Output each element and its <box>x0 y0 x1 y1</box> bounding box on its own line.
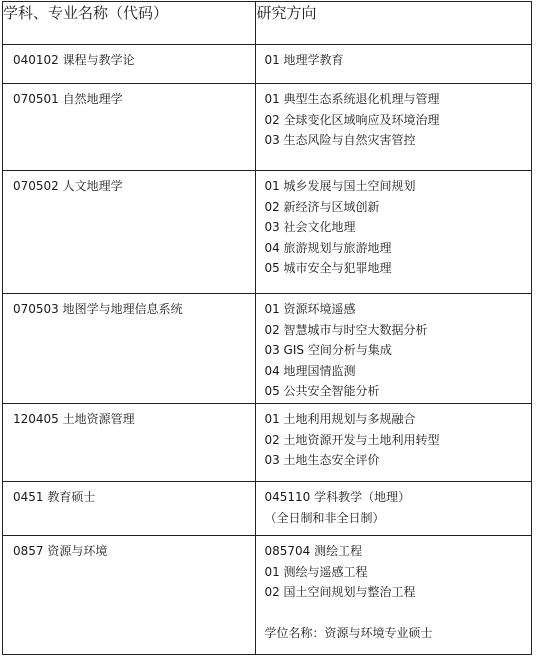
direction-item: 02 新经济与区域创新 <box>264 199 380 214</box>
direction-list <box>256 482 531 528</box>
direction-cell <box>256 294 532 404</box>
subject-cell <box>3 294 256 404</box>
direction-cell <box>256 404 532 482</box>
table-row <box>3 404 532 482</box>
direction-item: 01 城乡发展与国土空间规划 <box>264 179 416 193</box>
direction-list <box>256 84 531 151</box>
direction-item: 03 GIS 空间分析与集成 <box>264 343 392 357</box>
direction-cell <box>256 482 532 536</box>
header-subject: 学科、专业名称（代码） <box>3 2 256 45</box>
table-row <box>3 536 532 655</box>
subject-name: 070503 地图学与地理信息系统 <box>13 302 183 316</box>
direction-item: 02 全球变化区域响应及环境治理 <box>264 112 440 127</box>
direction-item: 05 公共安全智能分析 <box>264 384 380 398</box>
table-row <box>3 45 532 84</box>
table-row <box>3 171 532 294</box>
direction-list <box>256 294 531 402</box>
subject-cell <box>3 45 256 84</box>
direction-item: 02 国土空间规划与整治工程 <box>264 585 416 599</box>
subject-cell <box>3 84 256 171</box>
direction-item: 03 社会文化地理 <box>264 220 356 234</box>
direction-item: 03 生态风险与自然灾害管控 <box>264 133 416 147</box>
table-header-row <box>3 2 532 45</box>
direction-item: 02 土地资源开发与土地利用转型 <box>264 432 440 447</box>
subject-name: 120405 土地资源管理 <box>13 412 135 426</box>
direction-item: 02 智慧城市与时空大数据分析 <box>264 322 428 337</box>
subject-cell <box>3 404 256 482</box>
subject-name: 0451 教育硕士 <box>13 490 96 504</box>
direction-item: 045110 学科教学（地理） <box>264 490 411 504</box>
subject-cell <box>3 482 256 536</box>
direction-item: （全日制和非全日制） <box>264 510 385 525</box>
direction-item: 05 城市安全与犯罪地理 <box>264 261 392 275</box>
direction-cell <box>256 45 532 84</box>
direction-item: 03 土地生态安全评价 <box>264 453 380 467</box>
subject-name: 070502 人文地理学 <box>13 179 123 193</box>
direction-cell <box>256 536 532 655</box>
table-row <box>3 294 532 404</box>
direction-list <box>256 171 531 279</box>
direction-item: 01 土地利用规划与多规融合 <box>264 412 416 426</box>
direction-list <box>256 45 531 71</box>
direction-item <box>264 603 531 624</box>
table-row <box>3 84 532 171</box>
direction-item: 01 资源环境遥感 <box>264 302 356 316</box>
subject-name: 040102 课程与教学论 <box>13 53 135 67</box>
direction-item: 04 地理国情监测 <box>264 363 356 378</box>
subject-name: 0857 资源与环境 <box>13 544 108 558</box>
header-direction: 研究方向 <box>256 2 532 45</box>
direction-list <box>256 404 531 471</box>
direction-item: 085704 测绘工程 <box>264 544 363 558</box>
table-row <box>3 482 532 536</box>
subject-cell <box>3 171 256 294</box>
direction-item: 01 典型生态系统退化机理与管理 <box>264 92 440 106</box>
subject-cell <box>3 536 256 655</box>
programs-table <box>2 1 532 655</box>
direction-item: 04 旅游规划与旅游地理 <box>264 240 392 255</box>
direction-cell <box>256 171 532 294</box>
direction-list <box>256 536 531 644</box>
direction-cell <box>256 84 532 171</box>
direction-item: 01 地理学教育 <box>264 53 344 67</box>
direction-item: 01 测绘与遥感工程 <box>264 564 368 579</box>
direction-item: 学位名称：资源与环境专业硕士 <box>264 626 433 640</box>
subject-name: 070501 自然地理学 <box>13 92 123 106</box>
